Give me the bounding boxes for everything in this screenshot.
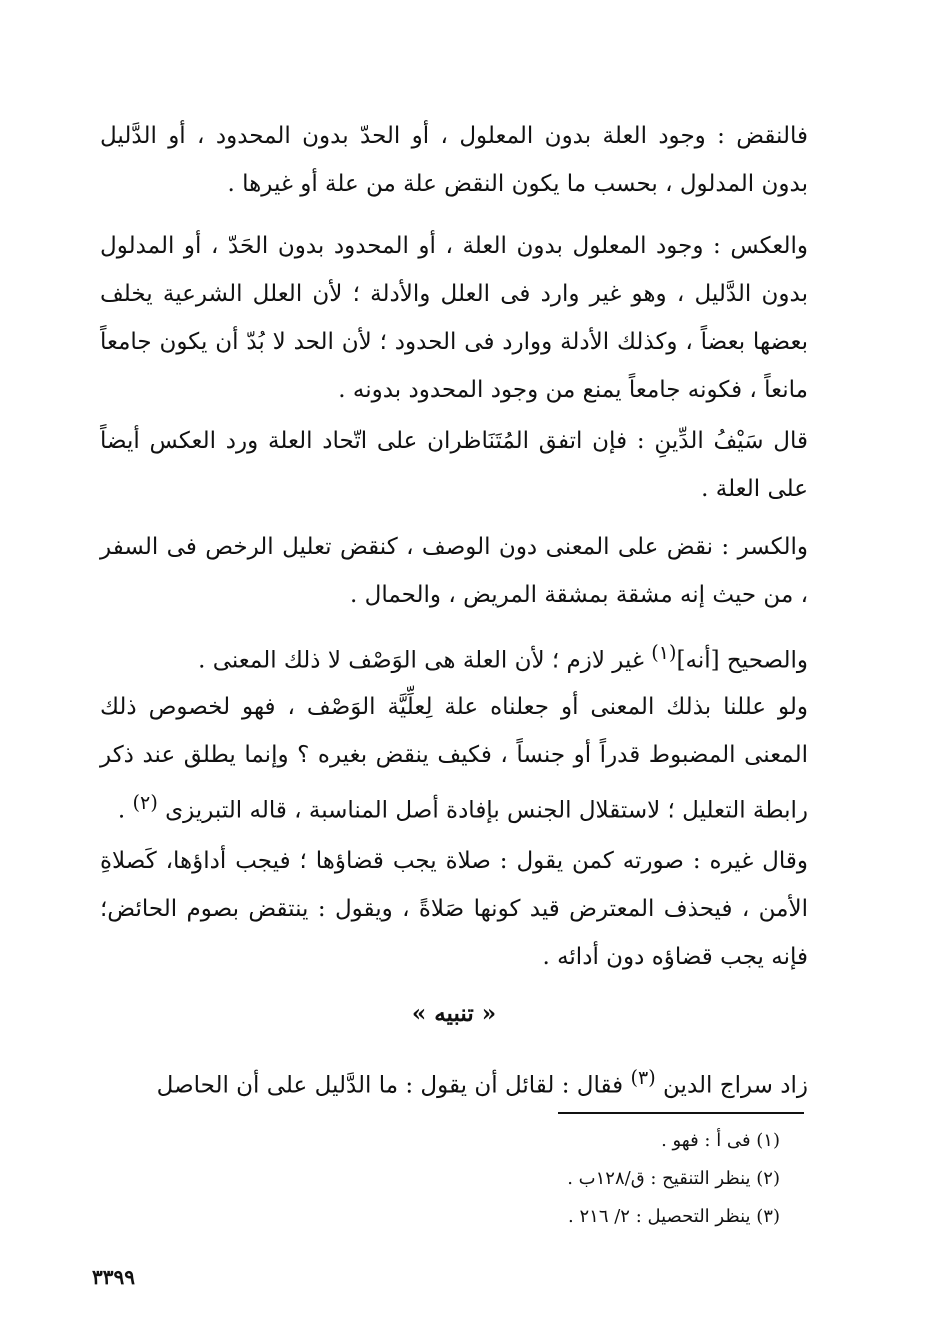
footnote-ref-2: (٢) (132, 791, 158, 814)
footnote-3: (٣) ينظر التحصيل : ٢/ ٢١٦ . (568, 1206, 780, 1227)
footnote-ref-1: (١) (651, 641, 677, 664)
paragraph-sayf-al-din: قال سَيْفُ الدِّينِ : فإن اتفق المُتَنَاظران على اتّحاد العلة ورد العكس أيضاً على العلة . (100, 428, 808, 502)
paragraph-ta-lil-end: . (117, 797, 133, 824)
footnotes (400, 1122, 780, 1236)
section-heading-tanbih: « تنبيه » (411, 1000, 497, 1027)
paragraph-siraj-rest: فقال : لقائل أن يقول : ما الدَّليل على أن الحاصل (156, 1072, 631, 1099)
page-number: ٣٣٩٩ (92, 1265, 135, 1289)
paragraph-ghayruh: وقال غيره : صورته كمن يقول : صلاة يجب قضاؤها ؛ فيجب أداؤها، كَصلاةِ الأمن ، فيحذف المعترض قيد كونها صَلاةً ، ويقول : ينتقض بصوم الحائض؛ فإنه يجب قضاؤه دون أدائه . (100, 848, 808, 970)
footnote-1: (١) فى أ : فهو . (661, 1130, 780, 1151)
paragraph-siraj-text: زاد سراج الدين (655, 1072, 808, 1099)
paragraph-sahih-rest: غير لازم ؛ لأن العلة هى الوَصْف لا ذلك المعنى . (198, 647, 652, 674)
paragraph-kasr: والكسر : نقض على المعنى دون الوصف ، كنقض تعليل الرخص فى السفر ، من حيث إنه مشقة بمشقة المريض ، والحمال . (100, 534, 808, 608)
footnote-ref-3: (٣) (630, 1066, 656, 1089)
paragraph-ta-lil (100, 683, 808, 835)
footnote-2: (٢) ينظر التنقيح : ق/١٢٨ب . (567, 1168, 780, 1189)
paragraph-aks: والعكس : وجود المعلول بدون العلة ، أو المحدود بدون الحَدّ ، أو المدلول بدون الدَّليل ، وهو غير وارد فى العلل والأدلة ؛ لأن العلل الشرعية يخلف بعضها بعضاً ، وكذلك الأدلة ووارد فى الحدود ؛ لأن الحد لا بُدّ أن يكون جامعاً مانعاً ، فكونه جامعاً يمنع من وجود المحدود بدونه . (100, 233, 808, 403)
paragraph-ta-lil-text: ولو عللنا بذلك المعنى أو جعلناه علة لِعلِّيَّة الوَصْف ، فهو لخصوص ذلك المعنى المضبوط قدراً أو جنساً ، فكيف ينقض بغيره ؟ وإنما يطلق عند ذكر رابطة التعليل ؛ لاستقلال الجنس بإفادة أصل المناسبة ، قاله التبريزى (100, 694, 808, 824)
paragraph-siraj-al-din (100, 1054, 808, 1110)
paragraph-sahih (100, 629, 808, 685)
footnote-divider (558, 1112, 804, 1114)
paragraph-naqd: فالنقض : وجود العلة بدون المعلول ، أو الحدّ بدون المحدود ، أو الدَّليل بدون المدلول ، بحسب ما يكون النقض علة من علة أو غيرها . (100, 123, 808, 197)
paragraph-sahih-text: والصحيح [أنه] (676, 647, 808, 674)
